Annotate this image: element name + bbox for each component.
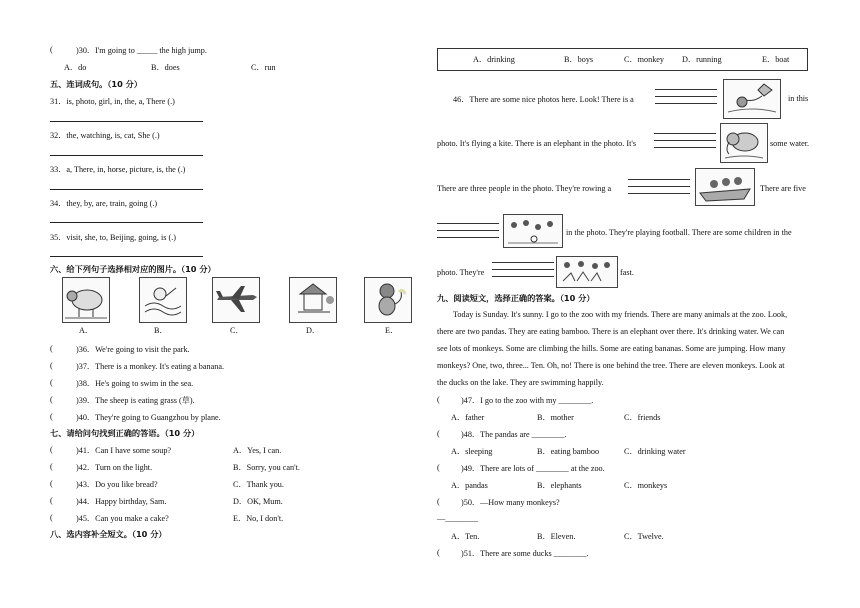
elephant-picture — [720, 123, 768, 163]
q31-text: 31．is, photo, girl, in, the, a, There (.) — [50, 97, 175, 106]
q49-paren: ( — [437, 463, 440, 472]
q46-line5-end: fast. — [620, 268, 634, 277]
answer-e: E．No, I don't. — [233, 514, 284, 523]
q40-text: )40．They're going to Guangzhou by plane. — [76, 413, 221, 422]
q34-text: 34．they, by, are, train, going (.) — [50, 199, 158, 208]
plane-picture — [212, 277, 260, 323]
answer-a: A．Yes, I can. — [233, 446, 282, 455]
q35-text: 35．visit, she, to, Beijing, going, is (.) — [50, 233, 176, 242]
q46-line1-end: in this — [788, 94, 809, 103]
section9-title: 九、阅读短文，选择正确的答案。（10 分） — [437, 293, 595, 303]
answer-b: B．Sorry, you can't. — [233, 463, 300, 472]
q39-text: )39．The sheep is eating grass (草). — [76, 396, 195, 405]
q51-text: )51．There are some ducks ________. — [461, 549, 589, 558]
q30-paren: ( — [50, 45, 53, 54]
q43-paren: ( — [50, 479, 53, 488]
section5-title: 五、连词成句。（10 分） — [50, 79, 143, 89]
q47-option-a: A．father — [451, 413, 485, 422]
q46-line2: photo. It's flying a kite. There is an elephant in the photo. It's — [437, 139, 637, 148]
q44-paren: ( — [50, 496, 53, 505]
q30-text: )30．I'm going to _____ the high jump. — [76, 46, 207, 55]
q46-line4: in the photo. They're playing football. There are some children in the — [566, 228, 792, 237]
q30-option-a: A．do — [64, 63, 87, 72]
q32-answer-line[interactable] — [50, 155, 203, 156]
q46-line5: photo. They're — [437, 268, 485, 277]
q49-option-a: A．pandas — [451, 481, 488, 490]
option-c: C．monkey — [624, 55, 665, 64]
q46-line3: There are three people in the photo. They're rowing a — [437, 184, 612, 193]
q37-paren: ( — [50, 361, 53, 370]
q36-paren: ( — [50, 344, 53, 353]
q30-option-c: C．run — [251, 63, 276, 72]
q48-option-b: B．eating bamboo — [537, 447, 600, 456]
section7-title: 七、请给问句找到正确的答语。（10 分） — [50, 428, 200, 438]
blank-5-lines[interactable] — [492, 256, 554, 277]
monkey-kite-picture — [723, 79, 781, 119]
q49-option-c: C．monkeys — [624, 481, 668, 490]
q36-text: )36．We're going to visit the park. — [76, 345, 190, 354]
q47-option-c: C．friends — [624, 413, 661, 422]
q33-answer-line[interactable] — [50, 189, 203, 190]
q32-text: 32．the, watching, is, cat, She (.) — [50, 131, 160, 140]
q39-paren: ( — [50, 395, 53, 404]
q46-line2-end: some water. — [770, 139, 810, 148]
answer-c: C．Thank you. — [233, 480, 284, 489]
q46-line3-end: There are five — [760, 184, 806, 193]
monkey-picture — [364, 277, 412, 323]
q48-option-a: A．sleeping — [451, 447, 493, 456]
passage-line-5: the ducks on the lake. They are swimming happily. — [437, 378, 604, 387]
q42-paren: ( — [50, 462, 53, 471]
section6-title: 六、给下列句子选择相对应的图片。（10 分） — [50, 264, 216, 274]
q41-text: )41．Can I have some soup? — [76, 446, 172, 455]
word-options-box — [437, 48, 808, 71]
q45-paren: ( — [50, 513, 53, 522]
option-e: E．boat — [762, 55, 790, 64]
picture-label-c: C． — [230, 326, 244, 335]
q50-text: )50．—How many monkeys? — [461, 498, 560, 507]
passage-line-3: see lots of monkeys. Some are climbing the hills. Some are eating bananas. Some are jumping. How many — [437, 344, 786, 353]
q34-answer-line[interactable] — [50, 222, 203, 223]
q48-text: )48．The pandas are ________. — [461, 430, 567, 439]
q44-text: )44．Happy birthday, Sam. — [76, 497, 167, 506]
q42-text: )42．Turn on the light. — [76, 463, 153, 472]
q47-option-b: B．mother — [537, 413, 574, 422]
q43-text: )43．Do you like bread? — [76, 480, 158, 489]
q48-paren: ( — [437, 429, 440, 438]
park-pavilion-picture — [289, 277, 337, 323]
q31-answer-line[interactable] — [50, 121, 203, 122]
picture-label-d: D． — [306, 326, 321, 335]
q33-text: 33．a, There, in, horse, picture, is, the (.) — [50, 165, 186, 174]
q40-paren: ( — [50, 412, 53, 421]
swimmer-picture — [139, 277, 187, 323]
picture-label-a: A． — [79, 326, 94, 335]
q35-answer-line[interactable] — [50, 256, 203, 257]
picture-label-e: E． — [385, 326, 399, 335]
option-d: D．running — [682, 55, 722, 64]
passage-line-2: there are two pandas. They are eating bamboo. There is an elephant over there. It's drinking water. We can — [437, 327, 785, 336]
boat-picture — [695, 168, 755, 206]
answer-d: D．OK, Mum. — [233, 497, 283, 506]
q50-paren: ( — [437, 497, 440, 506]
q50-option-b: B．Eleven. — [537, 532, 576, 541]
q38-paren: ( — [50, 378, 53, 387]
blank-3-lines[interactable] — [628, 173, 690, 194]
q41-paren: ( — [50, 445, 53, 454]
q37-text: )37．There is a monkey. It's eating a banana. — [76, 362, 225, 371]
q50-option-a: A．Ten. — [451, 532, 480, 541]
running-picture — [556, 256, 618, 288]
q49-text: )49．There are lots of ________ at the zoo. — [461, 464, 605, 473]
q30-option-b: B．does — [151, 63, 180, 72]
football-picture — [503, 214, 563, 248]
q48-option-c: C．drinking water — [624, 447, 686, 456]
q47-text: )47．I go to the zoo with my ________. — [461, 396, 594, 405]
option-a: A．drinking — [473, 55, 515, 64]
blank-4-lines[interactable] — [437, 217, 499, 238]
q38-text: )38．He's going to swim in the sea. — [76, 379, 194, 388]
blank-2-lines[interactable] — [654, 127, 716, 148]
sheep-picture — [62, 277, 110, 323]
option-b: B．boys — [564, 55, 594, 64]
q45-text: )45．Can you make a cake? — [76, 514, 169, 523]
q50-answer-blank: —________ — [437, 514, 478, 523]
passage-line-1: Today is Sunday. It's sunny. I go to the zoo with my friends. There are many animals at the zoo. Look, — [453, 310, 788, 319]
q51-paren: ( — [437, 548, 440, 557]
passage-line-4: monkeys? One, two, three... Ten. Oh, no! There is one behind the tree. There are eleven monkeys. Look at — [437, 361, 785, 370]
q50-option-c: C．Twelve. — [624, 532, 664, 541]
q46-line1: 46．There are some nice photos here. Look! There is a — [453, 95, 634, 104]
picture-label-b: B． — [154, 326, 168, 335]
blank-1-lines[interactable] — [655, 83, 717, 104]
q47-paren: ( — [437, 395, 440, 404]
q49-option-b: B．elephants — [537, 481, 582, 490]
section8-title: 八、选内容补全短文。（10 分） — [50, 529, 167, 539]
